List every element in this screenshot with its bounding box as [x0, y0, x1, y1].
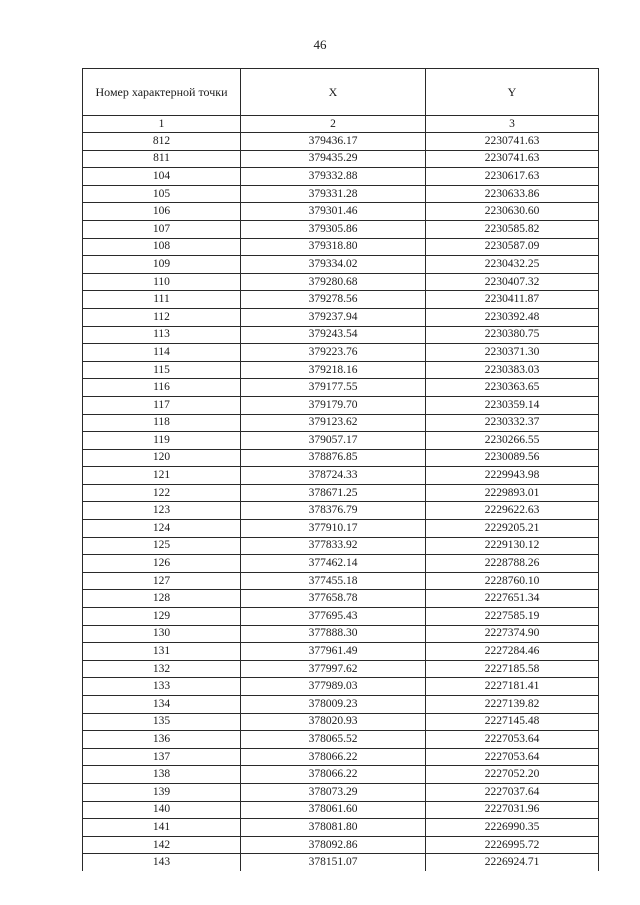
point-number-cell: 126: [83, 555, 241, 573]
x-coordinate-cell: 378876.85: [241, 449, 426, 467]
y-coordinate-cell: 2230411.87: [426, 291, 599, 309]
y-coordinate-cell: 2227145.48: [426, 713, 599, 731]
y-coordinate-cell: 2227185.58: [426, 660, 599, 678]
x-coordinate-cell: 379223.76: [241, 344, 426, 362]
x-coordinate-cell: 377997.62: [241, 660, 426, 678]
x-coordinate-cell: 378073.29: [241, 783, 426, 801]
table-row: [83, 414, 599, 432]
y-coordinate-cell: 2227181.41: [426, 678, 599, 696]
point-number-cell: 106: [83, 203, 241, 221]
x-coordinate-cell: 377695.43: [241, 608, 426, 626]
table-row: [83, 643, 599, 661]
x-coordinate-cell: 378066.22: [241, 766, 426, 784]
y-coordinate-cell: 2230359.14: [426, 396, 599, 414]
point-number-cell: 109: [83, 256, 241, 274]
y-coordinate-cell: 2229622.63: [426, 502, 599, 520]
header-y: Y: [426, 69, 599, 116]
y-coordinate-cell: 2228788.26: [426, 555, 599, 573]
x-coordinate-cell: 378020.93: [241, 713, 426, 731]
point-number-cell: 812: [83, 133, 241, 151]
point-number-cell: 131: [83, 643, 241, 661]
x-coordinate-cell: 378724.33: [241, 467, 426, 485]
table-row: [83, 502, 599, 520]
y-coordinate-cell: 2227139.82: [426, 696, 599, 714]
table-row: [83, 660, 599, 678]
x-coordinate-cell: 377658.78: [241, 590, 426, 608]
y-coordinate-cell: 2229130.12: [426, 537, 599, 555]
x-coordinate-cell: 379237.94: [241, 308, 426, 326]
x-coordinate-cell: 378092.86: [241, 836, 426, 854]
point-number-cell: 141: [83, 819, 241, 837]
x-coordinate-cell: 379278.56: [241, 291, 426, 309]
y-coordinate-cell: 2227284.46: [426, 643, 599, 661]
table-row: [83, 396, 599, 414]
table-row: [83, 168, 599, 186]
table-row: [83, 625, 599, 643]
y-coordinate-cell: 2230332.37: [426, 414, 599, 432]
point-number-cell: 116: [83, 379, 241, 397]
x-coordinate-cell: 379301.46: [241, 203, 426, 221]
column-number: 1: [83, 116, 241, 133]
y-coordinate-cell: 2227052.20: [426, 766, 599, 784]
table-row: [83, 783, 599, 801]
table-row: [83, 291, 599, 309]
x-coordinate-cell: 379331.28: [241, 185, 426, 203]
point-number-cell: 129: [83, 608, 241, 626]
x-coordinate-cell: 379436.17: [241, 133, 426, 151]
table-row: [83, 467, 599, 485]
x-coordinate-cell: 379179.70: [241, 396, 426, 414]
point-number-cell: 811: [83, 150, 241, 168]
point-number-cell: 121: [83, 467, 241, 485]
point-number-cell: 137: [83, 748, 241, 766]
y-coordinate-cell: 2230089.56: [426, 449, 599, 467]
point-number-cell: 143: [83, 854, 241, 871]
point-number-cell: 128: [83, 590, 241, 608]
x-coordinate-cell: 379057.17: [241, 432, 426, 450]
x-coordinate-cell: 379177.55: [241, 379, 426, 397]
y-coordinate-cell: 2229943.98: [426, 467, 599, 485]
point-number-cell: 108: [83, 238, 241, 256]
x-coordinate-cell: 378066.22: [241, 748, 426, 766]
column-number: 3: [426, 116, 599, 133]
y-coordinate-cell: 2230363.65: [426, 379, 599, 397]
table-row: [83, 836, 599, 854]
point-number-cell: 125: [83, 537, 241, 555]
table-row: [83, 678, 599, 696]
point-number-cell: 114: [83, 344, 241, 362]
column-number: 2: [241, 116, 426, 133]
y-coordinate-cell: 2230741.63: [426, 133, 599, 151]
x-coordinate-cell: 378671.25: [241, 484, 426, 502]
point-number-cell: 115: [83, 361, 241, 379]
x-coordinate-cell: 377462.14: [241, 555, 426, 573]
point-number-cell: 117: [83, 396, 241, 414]
point-number-cell: 124: [83, 520, 241, 538]
x-coordinate-cell: 377833.92: [241, 537, 426, 555]
x-coordinate-cell: 379435.29: [241, 150, 426, 168]
table-row: [83, 731, 599, 749]
table-row: [83, 520, 599, 538]
header-row: [83, 69, 599, 116]
table-row: [83, 203, 599, 221]
y-coordinate-cell: 2227374.90: [426, 625, 599, 643]
x-coordinate-cell: 377961.49: [241, 643, 426, 661]
x-coordinate-cell: 379280.68: [241, 273, 426, 291]
header-x: X: [241, 69, 426, 116]
x-coordinate-cell: 378151.07: [241, 854, 426, 871]
y-coordinate-cell: 2230380.75: [426, 326, 599, 344]
table-row: [83, 854, 599, 871]
table-row: [83, 608, 599, 626]
y-coordinate-cell: 2230617.63: [426, 168, 599, 186]
table-row: [83, 484, 599, 502]
x-coordinate-cell: 379218.16: [241, 361, 426, 379]
y-coordinate-cell: 2226924.71: [426, 854, 599, 871]
point-number-cell: 140: [83, 801, 241, 819]
y-coordinate-cell: 2230630.60: [426, 203, 599, 221]
point-number-cell: 122: [83, 484, 241, 502]
table-row: [83, 748, 599, 766]
table-row: [83, 432, 599, 450]
y-coordinate-cell: 2230392.48: [426, 308, 599, 326]
table-row: [83, 449, 599, 467]
table-row: [83, 766, 599, 784]
point-number-cell: 142: [83, 836, 241, 854]
point-number-cell: 133: [83, 678, 241, 696]
y-coordinate-cell: 2230407.32: [426, 273, 599, 291]
table-row: [83, 273, 599, 291]
point-number-cell: 132: [83, 660, 241, 678]
x-coordinate-cell: 379305.86: [241, 220, 426, 238]
point-number-cell: 123: [83, 502, 241, 520]
table-row: [83, 133, 599, 151]
table-row: [83, 819, 599, 837]
x-coordinate-cell: 379334.02: [241, 256, 426, 274]
point-number-cell: 107: [83, 220, 241, 238]
point-number-cell: 112: [83, 308, 241, 326]
x-coordinate-cell: 378009.23: [241, 696, 426, 714]
x-coordinate-cell: 378061.60: [241, 801, 426, 819]
coordinates-table: [82, 68, 599, 871]
x-coordinate-cell: 379243.54: [241, 326, 426, 344]
table-row: [83, 361, 599, 379]
y-coordinate-cell: 2230432.25: [426, 256, 599, 274]
table-row: [83, 344, 599, 362]
y-coordinate-cell: 2230587.09: [426, 238, 599, 256]
y-coordinate-cell: 2230371.30: [426, 344, 599, 362]
table-row: [83, 713, 599, 731]
point-number-cell: 135: [83, 713, 241, 731]
column-number-row: [83, 116, 599, 133]
y-coordinate-cell: 2230741.63: [426, 150, 599, 168]
table-row: [83, 238, 599, 256]
y-coordinate-cell: 2227031.96: [426, 801, 599, 819]
y-coordinate-cell: 2226995.72: [426, 836, 599, 854]
y-coordinate-cell: 2229893.01: [426, 484, 599, 502]
point-number-cell: 111: [83, 291, 241, 309]
y-coordinate-cell: 2227053.64: [426, 731, 599, 749]
y-coordinate-cell: 2228760.10: [426, 572, 599, 590]
point-number-cell: 119: [83, 432, 241, 450]
y-coordinate-cell: 2230633.86: [426, 185, 599, 203]
header-point-number: Номер характерной точки: [83, 69, 241, 116]
y-coordinate-cell: 2229205.21: [426, 520, 599, 538]
x-coordinate-cell: 379123.62: [241, 414, 426, 432]
x-coordinate-cell: 378081.80: [241, 819, 426, 837]
y-coordinate-cell: 2230266.55: [426, 432, 599, 450]
x-coordinate-cell: 377989.03: [241, 678, 426, 696]
table-row: [83, 572, 599, 590]
table-row: [83, 555, 599, 573]
y-coordinate-cell: 2230585.82: [426, 220, 599, 238]
table-row: [83, 185, 599, 203]
point-number-cell: 105: [83, 185, 241, 203]
x-coordinate-cell: 378376.79: [241, 502, 426, 520]
table-body: [83, 133, 599, 871]
point-number-cell: 104: [83, 168, 241, 186]
point-number-cell: 139: [83, 783, 241, 801]
x-coordinate-cell: 377910.17: [241, 520, 426, 538]
point-number-cell: 118: [83, 414, 241, 432]
y-coordinate-cell: 2227037.64: [426, 783, 599, 801]
table-row: [83, 326, 599, 344]
x-coordinate-cell: 377888.30: [241, 625, 426, 643]
table-row: [83, 696, 599, 714]
y-coordinate-cell: 2227651.34: [426, 590, 599, 608]
table-row: [83, 256, 599, 274]
table-row: [83, 308, 599, 326]
table-row: [83, 220, 599, 238]
table-row: [83, 590, 599, 608]
y-coordinate-cell: 2230383.03: [426, 361, 599, 379]
point-number-cell: 110: [83, 273, 241, 291]
y-coordinate-cell: 2227585.19: [426, 608, 599, 626]
table-row: [83, 150, 599, 168]
point-number-cell: 120: [83, 449, 241, 467]
point-number-cell: 138: [83, 766, 241, 784]
page-number: 46: [313, 37, 327, 52]
x-coordinate-cell: 379318.80: [241, 238, 426, 256]
point-number-cell: 130: [83, 625, 241, 643]
x-coordinate-cell: 379332.88: [241, 168, 426, 186]
point-number-cell: 134: [83, 696, 241, 714]
x-coordinate-cell: 378065.52: [241, 731, 426, 749]
y-coordinate-cell: 2226990.35: [426, 819, 599, 837]
table-row: [83, 379, 599, 397]
x-coordinate-cell: 377455.18: [241, 572, 426, 590]
table-row: [83, 537, 599, 555]
point-number-cell: 127: [83, 572, 241, 590]
point-number-cell: 136: [83, 731, 241, 749]
point-number-cell: 113: [83, 326, 241, 344]
table-row: [83, 801, 599, 819]
y-coordinate-cell: 2227053.64: [426, 748, 599, 766]
